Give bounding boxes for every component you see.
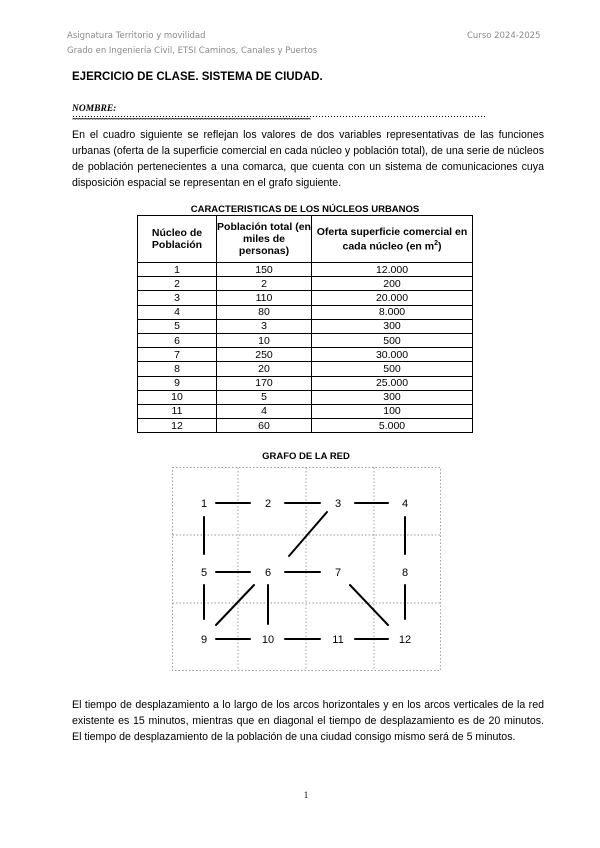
node-9: 9 — [200, 634, 208, 646]
cell-nucleo: 1 — [138, 263, 217, 277]
cell-oferta: 100 — [312, 404, 473, 418]
edge-3-6 — [289, 512, 327, 556]
cell-oferta: 25.000 — [312, 376, 473, 390]
table-row — [138, 390, 473, 404]
edge-7-12 — [350, 585, 388, 625]
header-course: Curso 2024-2025 — [467, 31, 541, 41]
node-12: 12 — [398, 634, 412, 646]
node-8: 8 — [401, 567, 409, 579]
table-row — [138, 277, 473, 291]
header-subject: Asignatura Territorio y movilidad — [67, 31, 206, 41]
nombre-label: NOMBRE: — [72, 104, 117, 114]
cell-nucleo: 6 — [138, 333, 217, 347]
cell-oferta: 30.000 — [312, 348, 473, 362]
graph-edges — [204, 503, 405, 639]
cell-nucleo: 7 — [138, 348, 217, 362]
cell-poblacion: 10 — [217, 333, 312, 347]
col-header-oferta: Oferta superficie comercial en cada núcleo (en $m^2$) — [312, 216, 473, 263]
cell-oferta: 300 — [312, 319, 473, 333]
cell-nucleo: 2 — [138, 277, 217, 291]
cell-poblacion: 80 — [217, 305, 312, 319]
cell-poblacion: 170 — [217, 376, 312, 390]
cell-poblacion: 60 — [217, 419, 312, 433]
node-1: 1 — [200, 498, 208, 510]
cell-oferta: 12.000 — [312, 263, 473, 277]
closing-paragraph: El tiempo de desplazamiento a lo largo de los arcos horizontales y en los arcos verticales de la red existente es 15 minutos, mientras que en diagonal el tiempo de desplazamiento es de 20 minutos. El tiempo de desplazamiento de la población de una ciudad consigo mismo será de 5 minutos. — [72, 699, 544, 743]
cell-poblacion: 150 — [217, 263, 312, 277]
table-row — [138, 419, 473, 433]
node-4: 4 — [401, 498, 409, 510]
cell-oferta: 200 — [312, 277, 473, 291]
cell-oferta: 5.000 — [312, 419, 473, 433]
cell-nucleo: 5 — [138, 319, 217, 333]
cell-poblacion: 5 — [217, 390, 312, 404]
node-6: 6 — [264, 567, 272, 579]
page-title: EJERCICIO DE CLASE. SISTEMA DE CIUDAD. — [72, 71, 323, 83]
table-row — [138, 291, 473, 305]
network-graph — [172, 467, 442, 672]
node-11: 11 — [332, 634, 344, 646]
edge-6-9 — [216, 585, 254, 625]
cell-nucleo: 10 — [138, 390, 217, 404]
col-header-nucleo: Núcleo de Población — [138, 216, 217, 263]
cell-poblacion: 110 — [217, 291, 312, 305]
cell-oferta: 500 — [312, 362, 473, 376]
cell-poblacion: 4 — [217, 404, 312, 418]
cell-nucleo: 9 — [138, 376, 217, 390]
table-row — [138, 362, 473, 376]
node-3: 3 — [334, 498, 342, 510]
cell-poblacion: 3 — [217, 319, 312, 333]
header-degree: Grado en Ingeniería Civil, ETSI Caminos, Canales y Puertos — [67, 46, 318, 56]
table-row — [138, 404, 473, 418]
node-7: 7 — [334, 567, 342, 579]
table-row — [138, 348, 473, 362]
cell-nucleo: 12 — [138, 419, 217, 433]
cell-nucleo: 3 — [138, 291, 217, 305]
cell-oferta: 300 — [312, 390, 473, 404]
graph-title: GRAFO DE LA RED — [262, 451, 350, 462]
col-header-poblacion: Población total (en miles de personas) — [217, 216, 312, 263]
table-row — [138, 319, 473, 333]
intro-paragraph: En el cuadro siguiente se reflejan los valores de dos variables representativas de las funciones urbanas (oferta de la superficie comercial en cada núcleo y población total), de una serie de núcleos de población pertenecientes a una comarca, que cuenta con un sistema de comunicaciones cuya disposición espacial se representan en el grafo siguiente. — [72, 129, 544, 189]
table-row — [138, 305, 473, 319]
cell-oferta: 8.000 — [312, 305, 473, 319]
node-5: 5 — [200, 567, 208, 579]
cell-poblacion: 20 — [217, 362, 312, 376]
cell-nucleo: 11 — [138, 404, 217, 418]
table-row — [138, 376, 473, 390]
table-row — [138, 333, 473, 347]
table-title: CARACTERISTICAS DE LOS NÚCLEOS URBANOS — [190, 204, 420, 215]
page-number: 1 — [303, 790, 309, 800]
table-header-row — [138, 216, 473, 263]
cell-oferta: 20.000 — [312, 291, 473, 305]
star-separator: ************************************************************************************************************************************************************ — [72, 118, 310, 123]
cell-nucleo: 4 — [138, 305, 217, 319]
cell-poblacion: 2 — [217, 277, 312, 291]
cell-oferta: 500 — [312, 333, 473, 347]
urban-cores-table — [137, 215, 473, 433]
node-2: 2 — [264, 498, 272, 510]
cell-poblacion: 250 — [217, 348, 312, 362]
table-row — [138, 263, 473, 277]
cell-nucleo: 8 — [138, 362, 217, 376]
node-10: 10 — [261, 634, 275, 646]
